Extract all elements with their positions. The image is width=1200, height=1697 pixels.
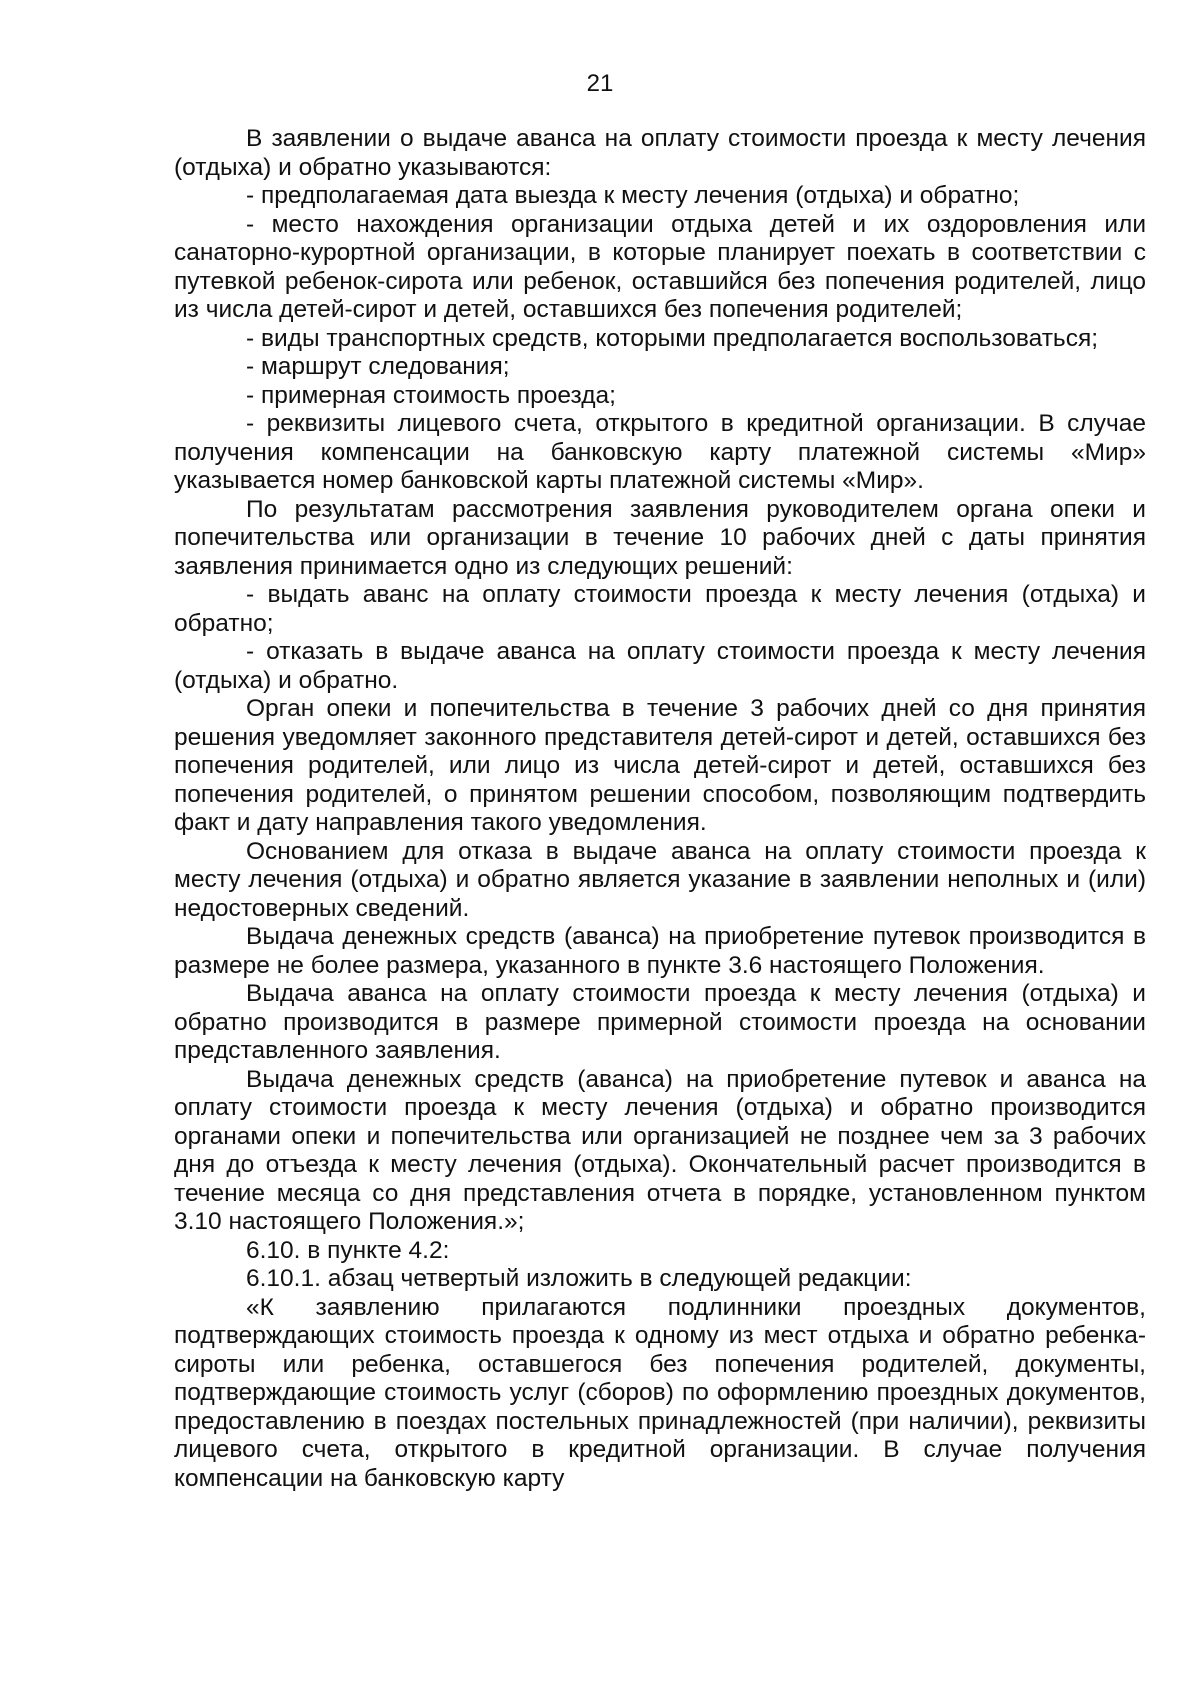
paragraph-voucher-advance-amount: Выдача денежных средств (аванса) на приобретение путевок производится в размере не более размера, указанного в пункте 3.6 настоящего Положения. xyxy=(174,923,1146,979)
list-item-refuse-advance: - отказать в выдаче аванса на оплату стоимости проезда к месту лечения (отдыха) и обратно. xyxy=(174,638,1146,694)
paragraph-refusal-grounds: Основанием для отказа в выдаче аванса на оплату стоимости проезда к месту лечения (отдыха) и обратно является указание в заявлении неполных и (или) недостоверных сведений. xyxy=(174,837,1146,922)
page-number: 21 xyxy=(586,70,614,97)
document-body xyxy=(174,125,1146,1493)
list-item-transport-types: - виды транспортных средств, которыми предполагается воспользоваться; xyxy=(246,324,1099,352)
list-item-account-details: - реквизиты лицевого счета, открытого в кредитной организации. В случае получения компенсации на банковскую карту платежной системы «Мир» указывается номер банковской карты платежной системы «Мир». xyxy=(174,410,1146,494)
list-item-departure-date: - предполагаемая дата выезда к месту лечения (отдыха) и обратно; xyxy=(246,182,1020,209)
paragraph-clause-6-10: 6.10. в пункте 4.2: xyxy=(246,1236,450,1264)
paragraph-review-decision: По результатам рассмотрения заявления руководителем органа опеки и попечительства или организации в течение 10 рабочих дней с даты принятия заявления принимается одно из следующих решений: xyxy=(174,495,1146,580)
list-item-grant-advance: - выдать аванс на оплату стоимости проезда к месту лечения (отдыха) и обратно; xyxy=(174,581,1146,637)
paragraph-travel-advance-amount: Выдача аванса на оплату стоимости проезда к месту лечения (отдыха) и обратно производится в размере примерной стоимости проезда на основании представленного заявления. xyxy=(174,980,1146,1064)
paragraph-notification: Орган опеки и попечительства в течение 3 рабочих дней со дня принятия решения уведомляет законного представителя детей-сирот и детей, оставшихся без попечения родителей, или лицо из числа детей-сирот и детей, оставшихся без попечения родителей, о принятом решении способом, позволяющим подтвердить факт и дату направления такого уведомления. xyxy=(174,695,1146,836)
list-item-approx-cost: - примерная стоимость проезда; xyxy=(246,381,616,409)
list-item-route: - маршрут следования; xyxy=(246,353,510,380)
paragraph-payout-timing: Выдача денежных средств (аванса) на приобретение путевок и аванса на оплату стоимости проезда к месту лечения (отдыха) и обратно производится органами опеки и попечительства или организацией не позднее чем за 3 рабочих дня до отъезда к месту лечения (отдыха). Окончательный расчет производится в течение месяца со дня представления отчета в порядке, установленном пунктом 3.10 настоящего Положения.»; xyxy=(174,1065,1146,1235)
paragraph-clause-6-10-1: 6.10.1. абзац четвертый изложить в следующей редакции: xyxy=(246,1265,912,1292)
paragraph-application-contents: В заявлении о выдаче аванса на оплату стоимости проезда к месту лечения (отдыха) и обратно указываются: xyxy=(174,125,1146,181)
list-item-organization-location: - место нахождения организации отдыха детей и их оздоровления или санаторно-курортной организации, в которые планирует поехать в соответствии с путевкой ребенок-сирота или ребенок, оставшийся без попечения родителей, лицо из числа детей-сирот и детей, оставшихся без попечения родителей; xyxy=(174,210,1146,323)
paragraph-new-wording: «К заявлению прилагаются подлинники проездных документов, подтверждающих стоимость проезда к одному из мест отдыха и обратно ребенка-сироты или ребенка, оставшегося без попечения родителей, документы, подтверждающие стоимость услуг (сборов) по оформлению проездных документов, предоставлению в поездах постельных принадлежностей (при наличии), реквизиты лицевого счета, открытого в кредитной организации. В случае получения компенсации на банковскую карту xyxy=(174,1293,1146,1492)
